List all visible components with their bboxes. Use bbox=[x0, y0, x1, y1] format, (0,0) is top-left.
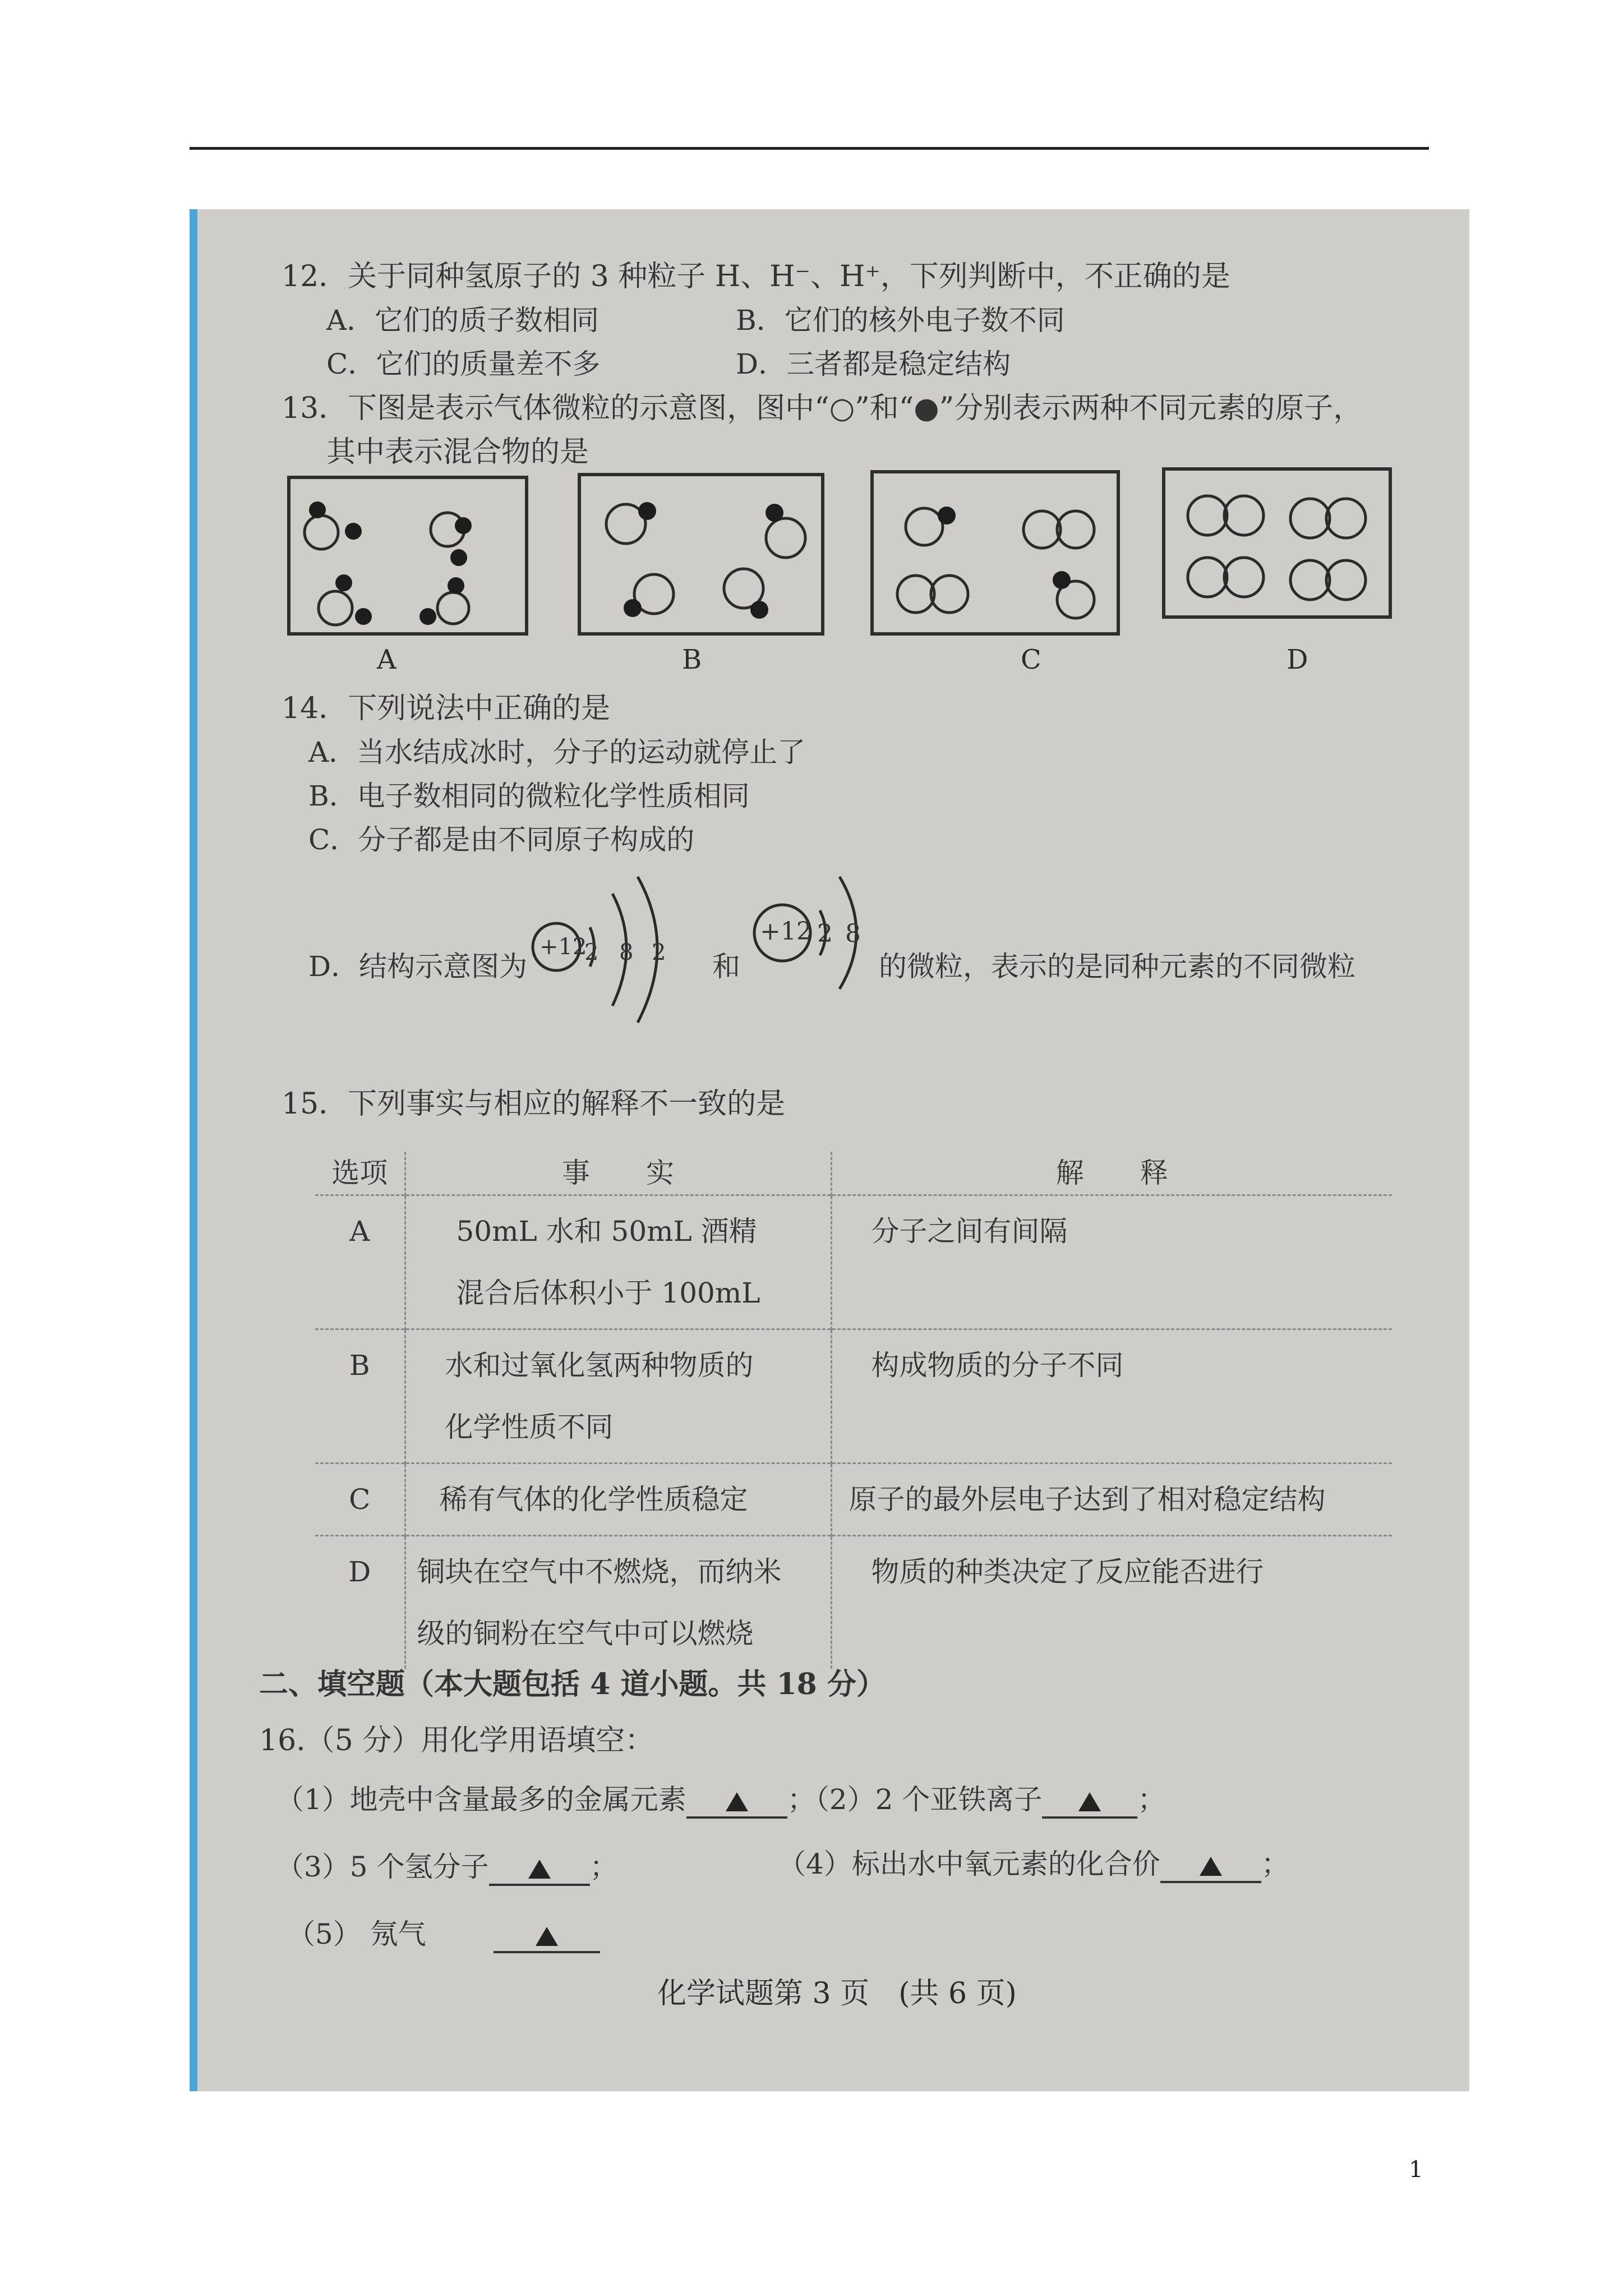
q16-part-4 bbox=[778, 1847, 1289, 1883]
q15-row-d-fact: 铜块在空气中不燃烧，而纳米级的铜粉在空气中可以燃烧 bbox=[405, 1536, 831, 1669]
q16-part-1-blank[interactable] bbox=[686, 1783, 787, 1819]
q15-header-explanation: 解 释 bbox=[831, 1152, 1392, 1195]
q16-part-3-blank[interactable] bbox=[489, 1850, 590, 1886]
q14-structure-diagram-1 bbox=[528, 866, 674, 1034]
q16-sep-2: ； bbox=[1137, 1783, 1166, 1816]
q15-header-row bbox=[315, 1152, 1392, 1195]
q16-part-3-label: （3）5 个氢分子 bbox=[276, 1851, 489, 1883]
q14-option-c: C．分子都是由不同原子构成的 bbox=[308, 823, 695, 856]
header-rule bbox=[190, 147, 1429, 150]
q16-part-5 bbox=[287, 1917, 600, 1953]
page-number: 1 bbox=[1409, 2157, 1423, 2183]
q13-box-a bbox=[287, 476, 528, 636]
q15-row-c bbox=[315, 1464, 1392, 1536]
q15-row-a bbox=[315, 1195, 1392, 1329]
q16-part-4-blank[interactable] bbox=[1160, 1847, 1261, 1883]
q16-sep-3: ； bbox=[589, 1851, 618, 1883]
q15-row-c-fact: 稀有气体的化学性质稳定 bbox=[405, 1464, 831, 1536]
q12-option-b: B．它们的核外电子数不同 bbox=[736, 304, 1065, 337]
q14-option-b: B．电子数相同的微粒化学性质相同 bbox=[308, 780, 750, 812]
q13-box-b bbox=[578, 473, 824, 636]
q13-box-d bbox=[1162, 467, 1392, 619]
q15-row-c-option: C bbox=[315, 1464, 405, 1536]
answer-triangle-icon bbox=[726, 1792, 748, 1811]
q15-row-c-explanation: 原子的最外层电子达到了相对稳定结构 bbox=[831, 1464, 1392, 1536]
q12-option-d: D．三者都是稳定结构 bbox=[736, 348, 1011, 380]
q14-option-d-and: 和 bbox=[712, 950, 740, 983]
q12-stem: 12．关于同种氢原子的 3 种粒子 H、H⁻、H⁺，下列判断中，不正确的是 bbox=[282, 260, 1230, 293]
exam-page-footer: 化学试题第 3 页 (共 6 页) bbox=[657, 1977, 1017, 2010]
q15-header-option: 选项 bbox=[331, 1157, 388, 1189]
q14-d1-shell-3: 2 bbox=[652, 940, 666, 965]
q13-label-c: C bbox=[1021, 644, 1041, 675]
q15-table bbox=[315, 1152, 1392, 1669]
q16-sep-4: ； bbox=[1261, 1848, 1289, 1880]
q16-part-1 bbox=[276, 1783, 1165, 1819]
q14-stem: 14．下列说法中正确的是 bbox=[282, 692, 611, 725]
q14-d1-shell-1: 2 bbox=[584, 940, 599, 965]
q15-row-b-fact: 水和过氧化氢两种物质的化学性质不同 bbox=[405, 1329, 831, 1464]
q16-sep-1: ； bbox=[787, 1783, 815, 1816]
q12-option-a: A．它们的质子数相同 bbox=[326, 304, 600, 337]
q15-row-a-option: A bbox=[315, 1195, 405, 1329]
q14-d2-shell-1: 2 bbox=[817, 919, 833, 948]
q16-part-2-blank[interactable] bbox=[1042, 1783, 1137, 1819]
q16-part-1-label: （1）地壳中含量最多的金属元素 bbox=[276, 1783, 686, 1816]
answer-triangle-icon bbox=[1078, 1792, 1101, 1811]
q13-box-c bbox=[870, 470, 1120, 636]
q12-option-c: C．它们的质量差不多 bbox=[326, 348, 601, 380]
q16-part-3 bbox=[276, 1850, 618, 1886]
answer-triangle-icon bbox=[528, 1860, 551, 1879]
q14-option-d-prefix: D．结构示意图为 bbox=[308, 950, 528, 983]
q16-part-4-label: （4）标出水中氧元素的化合价 bbox=[778, 1848, 1160, 1880]
q15-stem: 15．下列事实与相应的解释不一致的是 bbox=[282, 1087, 786, 1121]
q13-box-d-molecules bbox=[1165, 471, 1390, 616]
q15-row-b bbox=[315, 1329, 1392, 1464]
q16-part-5-label: （5） 氖气 bbox=[287, 1918, 426, 1950]
q16-part-5-blank[interactable] bbox=[494, 1917, 600, 1953]
q13-label-b: B bbox=[682, 644, 702, 675]
q13-box-c-molecules bbox=[874, 473, 1118, 633]
q15-header-fact: 事 实 bbox=[405, 1152, 831, 1195]
q14-d1-shell-2: 8 bbox=[619, 940, 634, 965]
q14-d1-nucleus: +12 bbox=[540, 934, 587, 960]
q14-option-d-suffix: 的微粒，表示的是同种元素的不同微粒 bbox=[879, 950, 1355, 983]
q15-row-d-explanation: 物质的种类决定了反应能否进行 bbox=[831, 1536, 1392, 1669]
q16-part-2-label: （2）2 个亚铁离子 bbox=[815, 1783, 1043, 1816]
q15-row-a-explanation: 分子之间有间隔 bbox=[831, 1195, 1392, 1329]
q15-row-d bbox=[315, 1536, 1392, 1669]
section-2-title: 二、填空题（本大题包括 4 道小题。共 18 分） bbox=[259, 1667, 886, 1701]
q14-d2-nucleus: +12 bbox=[760, 917, 812, 946]
q13-box-b-molecules bbox=[581, 476, 822, 633]
q14-structure-diagram-2 bbox=[744, 854, 873, 1023]
answer-triangle-icon bbox=[536, 1927, 558, 1946]
q13-label-a: A bbox=[377, 644, 396, 675]
q15-row-b-explanation: 构成物质的分子不同 bbox=[831, 1329, 1392, 1464]
q13-stem-line1: 13．下图是表示气体微粒的示意图，图中“○”和“●”分别表示两种不同元素的原子， bbox=[282, 392, 1363, 425]
q14-option-a: A．当水结成冰时，分子的运动就停止了 bbox=[308, 736, 806, 769]
q14-d2-shell-2: 8 bbox=[845, 919, 861, 948]
q13-label-d: D bbox=[1287, 644, 1308, 675]
q13-box-a-molecules bbox=[291, 479, 526, 633]
q15-row-b-option: B bbox=[315, 1329, 405, 1464]
q15-row-a-fact: 50mL 水和 50mL 酒精混合后体积小于 100mL bbox=[405, 1195, 831, 1329]
q16-stem: 16.（5 分）用化学用语填空： bbox=[259, 1724, 654, 1757]
q15-row-d-option: D bbox=[315, 1536, 405, 1669]
answer-triangle-icon bbox=[1200, 1857, 1222, 1876]
q13-stem-line2: 其中表示混合物的是 bbox=[326, 435, 589, 469]
scanned-exam-page bbox=[190, 209, 1469, 2091]
